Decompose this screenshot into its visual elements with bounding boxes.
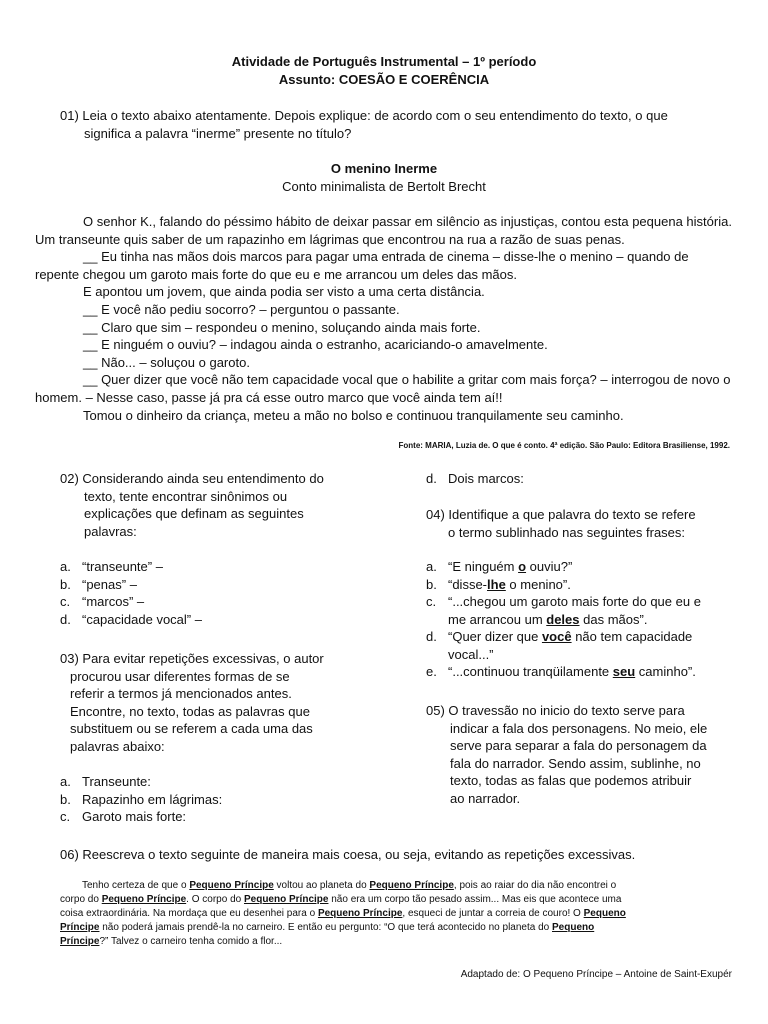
passage-line: Príncipe não poderá jamais prendê-la no carneiro. E então eu pergunto: “O que terá acontecido no planeta do Pequeno — [60, 922, 595, 933]
list-item: c. “marcos” – — [60, 594, 145, 609]
question-2 — [60, 470, 380, 540]
question-4-line: o termo sublinhado nas seguintes frases: — [448, 524, 686, 540]
story-paragraph: __ Eu tinha nas mãos dois marcos para pagar uma entrada de cinema – disse-lhe o menino – quando de repente chegou um garoto mais forte do que eu e me arrancou um deles das mãos. — [35, 249, 689, 282]
question-4-items — [426, 558, 756, 681]
question-6: 06) Reescreva o texto seguinte de maneira mais coesa, ou seja, evitando as repetições excessivas. — [60, 847, 636, 862]
page-title: Atividade de Português Instrumental – 1º período — [231, 54, 537, 69]
list-item-continuation: me arrancou um deles das mãos”. — [448, 611, 648, 627]
list-item: a. “E ninguém o ouviu?” — [426, 559, 573, 574]
question-3-line: substituem ou se referem a cada uma das — [70, 721, 313, 736]
question-2-line: explicações que definam as seguintes — [84, 506, 304, 521]
question-3-line: Encontre, no texto, todas as palavras que — [70, 703, 310, 719]
list-item: b. Rapazinho em lágrimas: — [60, 791, 223, 807]
story-paragraph: Tomou o dinheiro da criança, meteu a mão no bolso e continuou tranquilamente seu caminho. — [83, 407, 624, 423]
story-paragraph: __ E ninguém o ouviu? – indagou ainda o estranho, acariciando-o amavelmente. — [83, 337, 548, 353]
question-5-line: ao narrador. — [450, 790, 521, 806]
list-item-continuation: vocal...” — [448, 646, 494, 662]
question-5-line: indicar a fala dos personagens. No meio, ele — [450, 720, 708, 736]
question-3-line: procurou usar diferentes formas de se — [70, 668, 290, 684]
passage-line: corpo do Pequeno Príncipe. O corpo do Pequeno Príncipe não era um corpo tão pesado assim... Mas eis que acontece uma — [60, 894, 622, 905]
story-subtitle: Conto minimalista de Bertolt Brecht — [282, 179, 486, 194]
story-source: Fonte: MARIA, Luzia de. O que é conto. 4ª edição. São Paulo: Editora Brasiliense, 1992. — [398, 441, 730, 450]
question-5 — [426, 702, 756, 807]
passage-credit: Adaptado de: O Pequeno Príncipe – Antoine de Saint-Exupér — [460, 969, 732, 980]
list-item: c. “...chegou um garoto mais forte do que eu e — [426, 594, 701, 609]
question-3 — [60, 650, 390, 755]
list-item: e. “...continuou tranqüilamente seu caminho”. — [426, 664, 696, 679]
passage-line: coisa extraordinária. Na mordaça que eu desenhei para o Pequeno Príncipe, esqueci de juntar a correia de couro! O Pequeno — [60, 908, 626, 919]
question-5-line: 05) O travessão no inicio do texto serve para — [426, 703, 685, 718]
story-title: O menino Inerme — [330, 161, 438, 176]
question-5-line: serve para separar a fala do personagem da — [450, 738, 707, 753]
list-item: b. “penas” – — [60, 576, 137, 592]
list-item: d. Dois marcos: — [426, 471, 524, 486]
list-item: a. Transeunte: — [60, 774, 151, 789]
question-5-line: texto, todas as falas que podemos atribuir — [450, 773, 692, 788]
question-4 — [426, 506, 756, 541]
question-2-items — [60, 558, 380, 628]
passage-line: Tenho certeza de que o Pequeno Príncipe voltou ao planeta do Pequeno Príncipe, pois ao raiar do dia não encontrei o — [82, 880, 617, 891]
list-item: d. “Quer dizer que você não tem capacidade — [426, 629, 693, 644]
list-item: c. Garoto mais forte: — [60, 809, 187, 824]
story-paragraph: __ Claro que sim – respondeu o menino, soluçando ainda mais forte. — [83, 319, 481, 335]
story-paragraph: __ Não... – soluçou o garoto. — [83, 354, 250, 370]
question-1-line-1: 01) Leia o texto abaixo atentamente. Depois explique: de acordo com o seu entendimento do texto, o que — [60, 108, 668, 123]
list-item: d. “capacidade vocal” – — [60, 611, 202, 627]
question-4-line: 04) Identifique a que palavra do texto se refere — [426, 507, 696, 522]
story-body — [35, 213, 735, 424]
question-3-line: 03) Para evitar repetições excessivas, o autor — [60, 651, 324, 666]
question-3-line: palavras abaixo: — [70, 738, 165, 754]
story-paragraph: E apontou um jovem, que ainda podia ser visto a uma certa distância. — [83, 284, 485, 300]
list-item: a. “transeunte” – — [60, 559, 163, 574]
passage-line: Príncipe?” Talvez o carneiro tenha comido a flor... — [60, 936, 283, 947]
question-5-line: fala do narrador. Sendo assim, sublinhe, no — [450, 755, 701, 771]
question-6-passage — [60, 879, 710, 949]
question-2-line: 02) Considerando ainda seu entendimento do — [60, 471, 324, 486]
story-paragraph: O senhor K., falando do péssimo hábito de deixar passar em silêncio as injustiças, contou esta pequena história. Um transeunte quis saber de um rapazinho em lágrimas que encontrou na rua a razão de suas penas. — [35, 214, 732, 247]
question-3-items — [60, 773, 380, 826]
question-2-line: texto, tente encontrar sinônimos ou — [84, 488, 288, 504]
story-paragraph: __ E você não pediu socorro? – perguntou o passante. — [83, 301, 400, 317]
page-subject: Assunto: COESÃO E COERÊNCIA — [278, 72, 490, 87]
story-paragraph: __ Quer dizer que você não tem capacidade vocal que o habilite a gritar com mais força? – interrogou de novo o homem. – Nesse caso, passe já pra cá esse outro marco que você ainda tem aí!! — [35, 372, 731, 405]
question-1-line-2: significa a palavra “inerme” presente no título? — [84, 126, 352, 141]
question-3-line: referir a termos já mencionados antes. — [70, 686, 292, 701]
list-item: b. “disse-lhe o menino”. — [426, 576, 571, 592]
question-2-line: palavras: — [84, 523, 137, 539]
